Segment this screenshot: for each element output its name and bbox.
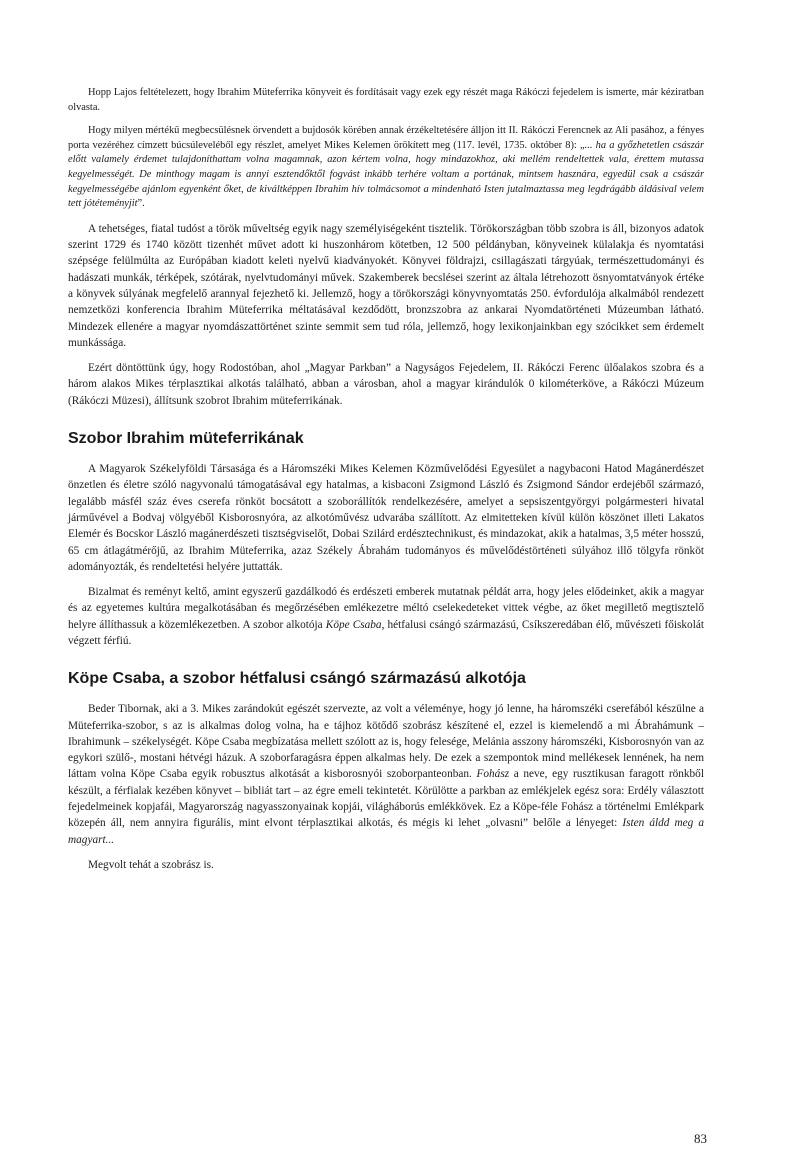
sculptor-name: Köpe Csaba xyxy=(325,618,382,631)
statue-paragraph-2-end: , hétfalusi csángó származású, Csíkszeredában élő, művészeti főiskolát végzett férfiú. xyxy=(68,618,704,647)
artwork-title: Fohász xyxy=(476,768,510,781)
statue-paragraph-2 xyxy=(68,584,704,649)
sculptor-paragraph-1 xyxy=(68,701,704,848)
section-heading-sculptor: Köpe Csaba, a szobor hétfalusi csángó származású alkotója xyxy=(68,670,526,688)
blessing-quote: Isten áldd meg a magyart... xyxy=(68,817,704,846)
section-heading-statue: Szobor Ibrahim müteferrikának xyxy=(68,430,304,448)
page-number: 83 xyxy=(694,1131,707,1146)
rakoczi-letter-quote: ... ha a győzhetetlen császár előtt valamely érdemet tulajdoníthattam volna magamnak, azon kértem volna, hogy mindazokhoz, aki mellém rendeltettek vala, érettem mutassa kegyelmességét. De minthogy magam is annyi esztendőktől fogvást inkább terhére voltam a portának, mintsem hasznára, egyedül csak a császár kegyelmességébe ajánlom egyenként őket, de kiváltképpen Ibrahim hív tolmácsomot a mindenható Isten jutalmaztassa meg legdrágább áldásival velem tett jótéteményjit xyxy=(68,139,704,210)
sculptor-paragraph-1-cont: a neve, egy rusztikusan faragott rönkből készült, a férfialak kezében könyvet – bibliát tart – az égre emeli tekintetét. Körülötte a parkban az emlékjelek egész sora: Erdély választott fejedelmeinek kopjafái, Magyarország nagyasszonyainak kopjái, világháborús emlékkövek. Ez a Köpe-féle Fohász a történelmi Emlékpark közepén áll, nem annyira figurális, mint elvont térplasztikai alkotás, és mégis ki lehet „olvasni” belőle a lényeget: xyxy=(68,768,704,830)
intro-paragraph-3: A tehetséges, fiatal tudóst a török műveltség egyik nagy személyiségeként tisztelik. Törökországban több szobra is áll, bizonyos adatok szerint 1729 és 1740 között tizenhét művet adott ki huszonhárom kötetben, 12 500 példányban, könyveinek külalakja és nyomtatási szépsége felülmúlta az Európában kiadott keleti nyelvű kiadványokét. Könyvei földrajzi, csillagászati tárgyúak, természettudományi és hadászati munkák, térképek, szótárak, nyelvtudományi művek. Szakemberek becslései szerint az általa létrehozott ösnyomtatványok értéke a könyvek súlyának megfelelő arannyal fejezhető ki. Jellemző, hogy a törökországi könyvnyomtatás 250. évfordulója alkalmából rendezett nemzetközi konferencia Ibrahim Müteferrika méltatásával kezdődött, bronzszobra az ankarai Nyomdatörténeti Múzeumban látható. Mindezek ellenére a magyar nyomdászattörténet szinte semmit sem tud róla, jellemző, hogy lexikonjainkban egy szócikket sem érdemelt munkássága. xyxy=(68,222,704,349)
statue-paragraph-1: A Magyarok Székelyföldi Társasága és a Háromszéki Mikes Kelemen Közművelődési Egyesület a nagybaconi Hatod Magánerdészet önzetlen és életre szóló nagyvonalú támogatásával egy hatalmas, a kisbaconi Zsigmond László és Zsigmond Sándor erdejéből származó, legalább másfél száz éves cserefa rönköt bocsátott a szoborállítók rendelkezésére, amelyet a sepsiszentgyörgyi polgármesteri hivatal járművével a Bodvaj völgyéből Kisborosnyóra, az alkotóművész udvarába szállított. Az elmitetteken kívül külön köszönet illeti Lakatos Elemér és Bocskor László magánerdészeti tisztségviselőt, Dobai Szilárd erdésztechnikust, és mindazokat, akik a hatalmas, 3,5 méter hosszú, 65 cm átlagátmérőjű, az Ibrahim Müteferrika, azaz Székely Ábrahám tudományos és művelődéstörténeti súlyához illő tölgyfa rönköt adományozták, és rendeltetési helyére juttatták. xyxy=(68,463,704,573)
statue-paragraph-2-text: Bizalmat és reményt keltő, amint egyszerű gazdálkodó és erdészeti emberek mutatnak példát arra, hogy jeles elődeinket, akik a magyar és az egyetemes kultúra megalkotásában és megőrzésében emlékezetre méltó cselekedeteket vittek végbe, az őket megillető megtisztelő helyre állíthassuk a közemlékezetben. A szobor alkotója xyxy=(68,586,704,631)
quote-close: ”. xyxy=(137,198,145,210)
intro-paragraph-4: Ezért döntöttünk úgy, hogy Rodostóban, ahol „Magyar Parkban” a Nagyságos Fejedelem, II. Rákóczi Ferenc ülőalakos szobra és a három alakos Mikes térplasztikai alkotás található, abban a városban, ahol a magyar kirándulók 0 kilométerköve, a Rákóczi Múzeum (Rákóczi Müzesi), állítsunk szobrot Ibrahim müteferrikának. xyxy=(68,362,704,407)
intro-paragraph-2-text: Hogy milyen mértékű megbecsülésnek örvendett a bujdosók körében annak érzékeltetésére álljon itt II. Rákóczi Ferencnek az Ali pasához, a fényes porta vezéréhez címzett búcsúleveléből egy részlet, amelyet Mikes Kelemen örökített meg (117. levél, 1735. október 8): „ xyxy=(68,125,704,151)
text-column xyxy=(68,86,704,882)
intro-paragraph-2 xyxy=(68,124,704,212)
sculptor-paragraph-2: Megvolt tehát a szobrász is. xyxy=(88,858,214,871)
intro-paragraph-1: Hopp Lajos feltételezett, hogy Ibrahim Müteferrika könyveit és fordításait vagy ezek egy részét maga Rákóczi fejedelem is ismerte, már kéziratban olvasta. xyxy=(68,87,704,113)
sculptor-paragraph-1-text: Beder Tibornak, aki a 3. Mikes zarándokút egészét szervezte, az volt a véleménye, hogy jó lenne, ha háromszéki cserefából készülne a Müteferrika-szobor, s az is alkalmas dolog volna, ha e tájhoz kötődő szobrász készítené el, ezzel is kiemelendő a mi Ábrahámunk – Ibrahimunk – székelységét. Köpe Csaba megbízatása mellett szólott az is, hogy felesége, Melánia asszony háromszéki, Kisborosnyón van az egykori szülő-, mostani hétvégi házuk. A szoborfaragásra éppen alkalmas hely. De ezek a szempontok mind mellékesek lennének, ha nem láttam volna Köpe Csaba egyik robusztus alkotását a kisborosnyói szoborpanteonban. xyxy=(68,703,704,781)
